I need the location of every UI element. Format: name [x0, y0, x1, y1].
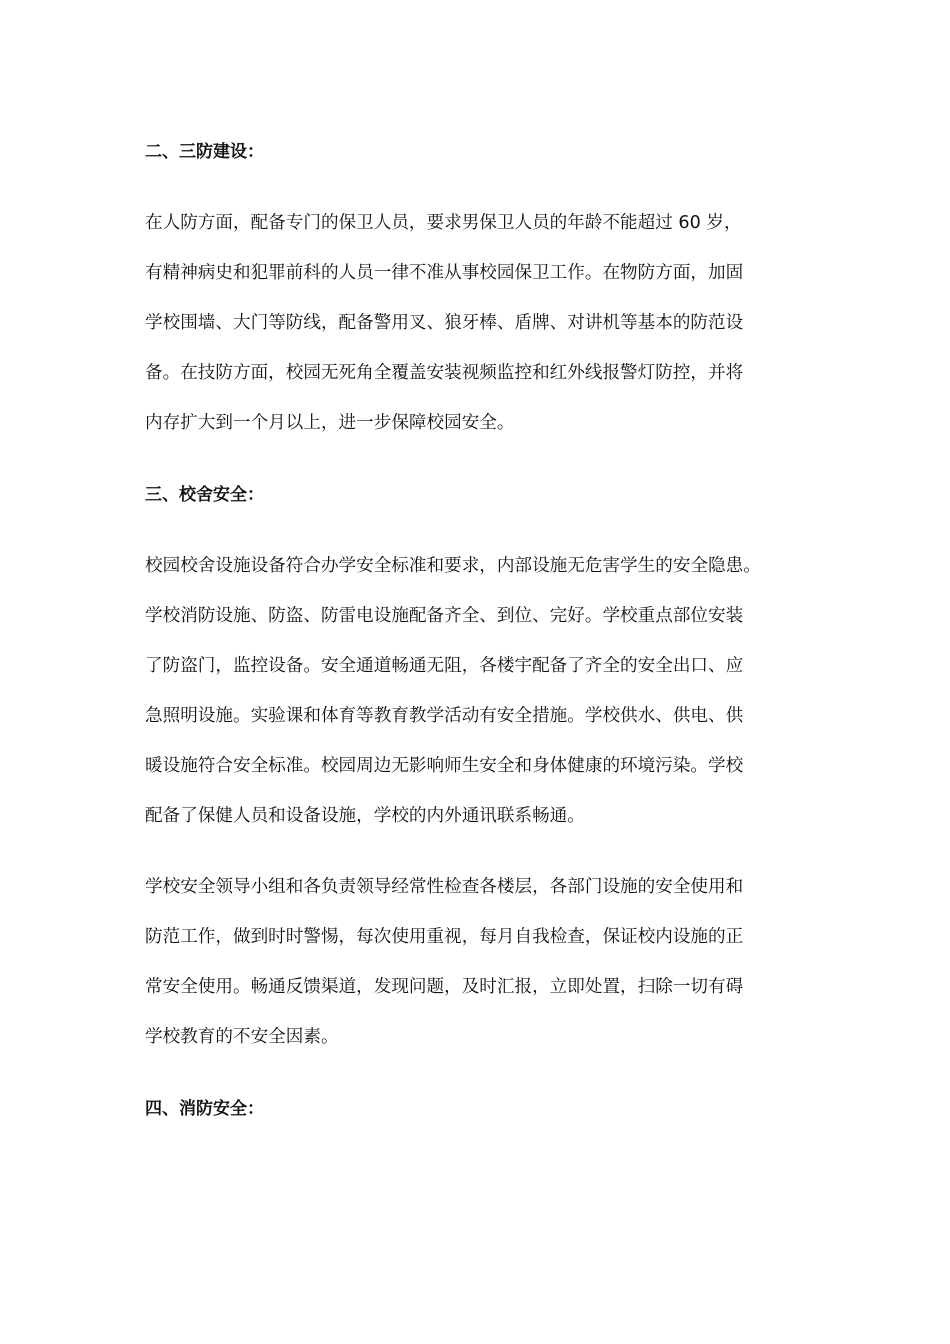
- text-line: 暖设施符合安全标准。校园周边无影响师生安全和身体健康的环境污染。学校: [145, 756, 744, 776]
- paragraph-school-building-2: [145, 862, 743, 1062]
- section-heading-school-building-safety: 三、校舍安全：: [145, 485, 264, 505]
- paragraph-school-building-1: [145, 541, 761, 841]
- section-heading-three-defense: 二、三防建设：: [145, 142, 264, 162]
- text-line: 学校教育的不安全因素。: [145, 1027, 339, 1047]
- text-line: 有精神病史和犯罪前科的人员一律不准从事校园保卫工作。在物防方面，加固: [145, 263, 744, 283]
- text-line: 在人防方面，配备专门的保卫人员，要求男保卫人员的年龄不能超过 60 岁，: [145, 213, 742, 233]
- text-line: 校园校舍设施设备符合办学安全标准和要求，内部设施无危害学生的安全隐患。: [145, 556, 761, 576]
- paragraph-three-defense: [145, 198, 743, 448]
- text-line: 急照明设施。实验课和体育等教育教学活动有安全措施。学校供水、供电、供: [145, 706, 744, 726]
- text-line: 备。在技防方面，校园无死角全覆盖安装视频监控和红外线报警灯防控，并将: [145, 363, 744, 383]
- section-heading-fire-safety: 四、消防安全：: [145, 1099, 264, 1119]
- text-line: 配备了保健人员和设备设施，学校的内外通讯联系畅通。: [145, 806, 585, 826]
- text-line: 防范工作，做到时时警惕，每次使用重视，每月自我检查，保证校内设施的正: [145, 927, 744, 947]
- text-line: 学校围墙、大门等防线，配备警用叉、狼牙棒、盾牌、对讲机等基本的防范设: [145, 313, 744, 333]
- text-line: 学校消防设施、防盗、防雷电设施配备齐全、到位、完好。学校重点部位安装: [145, 606, 744, 626]
- text-line: 常安全使用。畅通反馈渠道，发现问题，及时汇报，立即处置，扫除一切有碍: [145, 977, 744, 997]
- text-line: 内存扩大到一个月以上，进一步保障校园安全。: [145, 413, 515, 433]
- text-line: 了防盗门，监控设备。安全通道畅通无阻，各楼宇配备了齐全的安全出口、应: [145, 656, 744, 676]
- text-line: 学校安全领导小组和各负责领导经常性检查各楼层，各部门设施的安全使用和: [145, 877, 744, 897]
